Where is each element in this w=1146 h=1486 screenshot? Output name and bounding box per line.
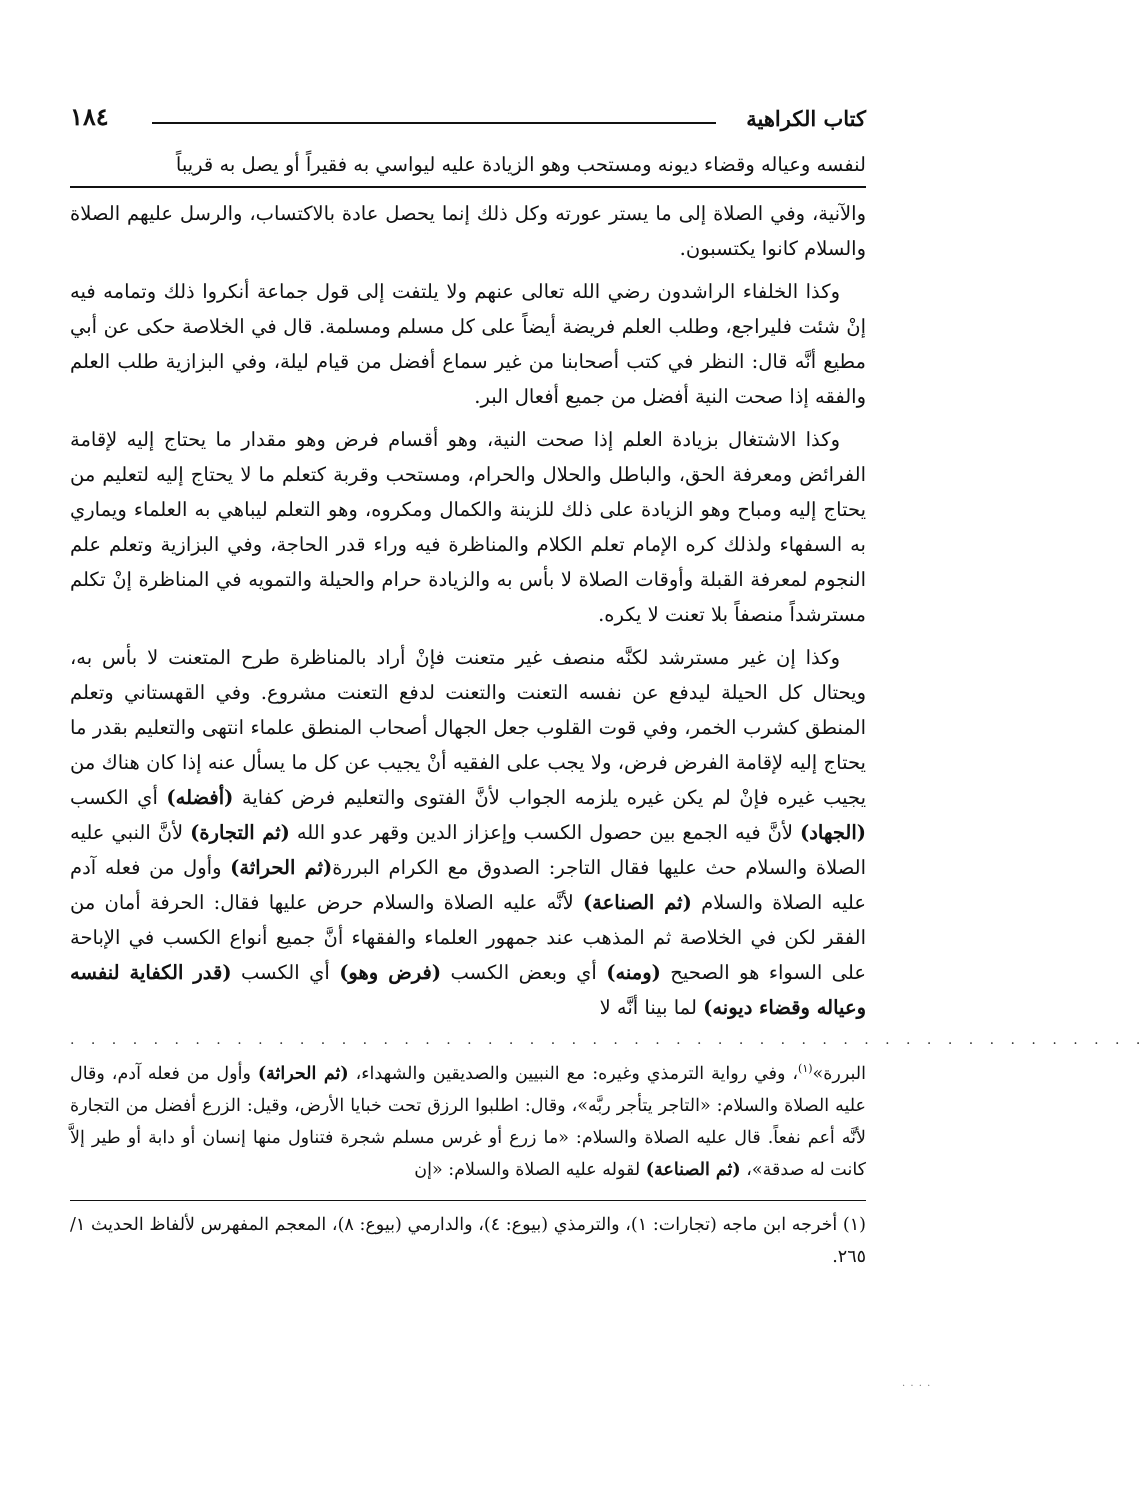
matn-text: لنفسه وعياله وقضاء ديونه ومستحب وهو الزيادة عليه ليواسي به فقيراً أو يصل به قريباً: [175, 153, 866, 176]
running-title: كتاب الكراهية: [746, 106, 866, 131]
dotted-separator: . . . . . . . . . . . . . . . . . . . . . . . . . . . . . . . . . . . . . . . . . . . . . . . . . . . .: [70, 1032, 1146, 1048]
text-run: أي وبعض الكسب: [441, 961, 607, 984]
footnote-ref: (١): [798, 1062, 813, 1075]
bold-term: (الجهاد): [799, 821, 866, 844]
bold-term: (ومنه): [606, 961, 661, 984]
bold-term: (ثم الصناعة): [645, 1159, 741, 1180]
bold-term: (ثم الصناعة): [582, 891, 692, 914]
bold-term: (فرض وهو): [339, 961, 442, 984]
text-run: أي الكسب: [231, 961, 340, 984]
bold-term: (أفضله): [166, 786, 234, 809]
scan-artifact: . . . .: [902, 1378, 932, 1389]
marginal-commentary: [70, 1053, 866, 1186]
commentary: [70, 196, 866, 1025]
bold-term: (قدر الكفاية لنفسه وعياله وقضاء ديونه): [70, 961, 866, 1019]
page-header: [70, 100, 866, 140]
text-run: البررة»: [812, 1063, 866, 1084]
commentary-paragraph-1: والآنية، وفي الصلاة إلى ما يستر عورته وكل ذلك إنما يحصل عادة بالاكتساب، والرسل عليهم الصلاة والسلام كانوا يكتسبون.: [70, 202, 866, 260]
footnotes: [70, 1209, 866, 1273]
matn-rule: [70, 186, 866, 188]
text-run: ، وفي رواية الترمذي وغيره: مع النبيين والصديقين والشهداء،: [348, 1063, 799, 1084]
text-run: وكذا إن غير مسترشد لكنَّه منصف غير متعنت فإنْ أراد بالمناظرة طرح المتعنت لا بأس به، ويحتال كل الحيلة ليدفع عن نفسه التعنت والتعنت لدفع التعنت مشروع. وفي القهستاني وتعلم المنطق كشرب الخمر، وفي قوت القلوب جعل الجهال أصحاب المنطق علماء انتهى والتعليم بقدر ما يحتاج إليه لإقامة الفرض فرض، ولا يجب على الفقيه أنْ يجيب عن كل ما يسأل عنه إذا كان هناك من يجيب غيره فإنْ لم يكن غيره يلزمه الجواب لأنَّ الفتوى والتعليم فرض كفاية: [70, 646, 867, 809]
text-run: لأنَّ فيه الجمع بين حصول الكسب وإعزاز الدين وقهر عدو الله: [289, 821, 800, 844]
commentary-paragraph-3: وكذا الاشتغال بزيادة العلم إذا صحت النية، وهو أقسام فرض وهو مقدار ما يحتاج إليه لإقامة الفرائض ومعرفة الحق، والباطل والحلال والحرام، ومستحب وقربة كتعلم ما لا يحتاج إليه لتعليم من يحتاج إليه ومباح وهو الزيادة على ذلك للزينة والكمال ومكروه، وهو التعلم ليباهي به العلماء ويماري به السفهاء ولذلك كره الإمام تعلم الكلام والمناظرة فيه وراء قدر الحاجة، وفي البزازية وتعلم علم النجوم لمعرفة القبلة وأوقات الصلاة لا بأس به والزيادة حرام والحيلة والتمويه في المناظرة إنْ تكلم مسترشداً منصفاً بلا تعنت لا يكره.: [70, 428, 866, 626]
text-run: لقوله عليه الصلاة والسلام: «إن: [414, 1159, 646, 1180]
page-number: ١٨٤: [70, 102, 109, 131]
commentary-paragraph-2: وكذا الخلفاء الراشدون رضي الله تعالى عنهم ولا يلتفت إلى قول جماعة أنكروا ذلك وتمامه فيه إنْ شئت فليراجع، وطلب العلم فريضة أيضاً على كل مسلم ومسلمة. قال في الخلاصة حكى عن أبي مطيع أنَّه قال: النظر في كتب أصحابنا من غير سماع أفضل من قيام ليلة، وفي البزازية طلب العلم والفقه إذا صحت النية أفضل من جميع أفعال البر.: [70, 280, 866, 408]
bold-term: (ثم التجارة): [190, 821, 290, 844]
bold-term: (ثم الحراثة): [257, 1063, 349, 1084]
text-run: أي الكسب: [70, 786, 167, 809]
header-rule: [152, 122, 716, 124]
bold-term: (ثم الحراثة): [230, 856, 333, 879]
footnote-rule: [70, 1200, 866, 1201]
text-run: لأنَّه عليه الصلاة والسلام حرض عليها فقال: الحرفة أمان من الفقر لكن في الخلاصة ثم المذهب عند جمهور العلماء والفقهاء أنَّ جميع أنواع الكسب في الإباحة على السواء هو الصحيح: [70, 891, 866, 984]
text-run: وأول من فعله آدم، وقال عليه الصلاة والسلام: «التاجر يتأجر ربَّه»، وقال: اطلبوا الرزق تحت خبايا الأرض، وقيل: الزرع أفضل من التجارة لأنَّه أعم نفعاً. قال عليه الصلاة والسلام: «ما زرع أو غرس مسلم شجرة فتناول منها إنسان أو دابة أو طير إلاَّ كانت له صدقة»،: [70, 1063, 866, 1180]
hashiya-paragraph: [70, 1053, 866, 1186]
text-run: لما بينا أنَّه لا: [599, 996, 704, 1019]
book-page: [70, 100, 1146, 1273]
footnote-1: (١) أخرجه ابن ماجه (تجارات: ١)، والترمذي (بيوع: ٤)، والدارمي (بيوع: ٨)، المعجم المفهرس لألفاظ الحديث ١/ ٢٦٥.: [70, 1214, 866, 1267]
text-run: لأنَّ النبي عليه الصلاة والسلام حث عليها فقال التاجر: الصدوق مع الكرام البررة: [70, 821, 866, 879]
text-run: وأول من فعله آدم عليه الصلاة والسلام: [70, 856, 866, 914]
commentary-paragraph-4: [70, 640, 866, 1025]
